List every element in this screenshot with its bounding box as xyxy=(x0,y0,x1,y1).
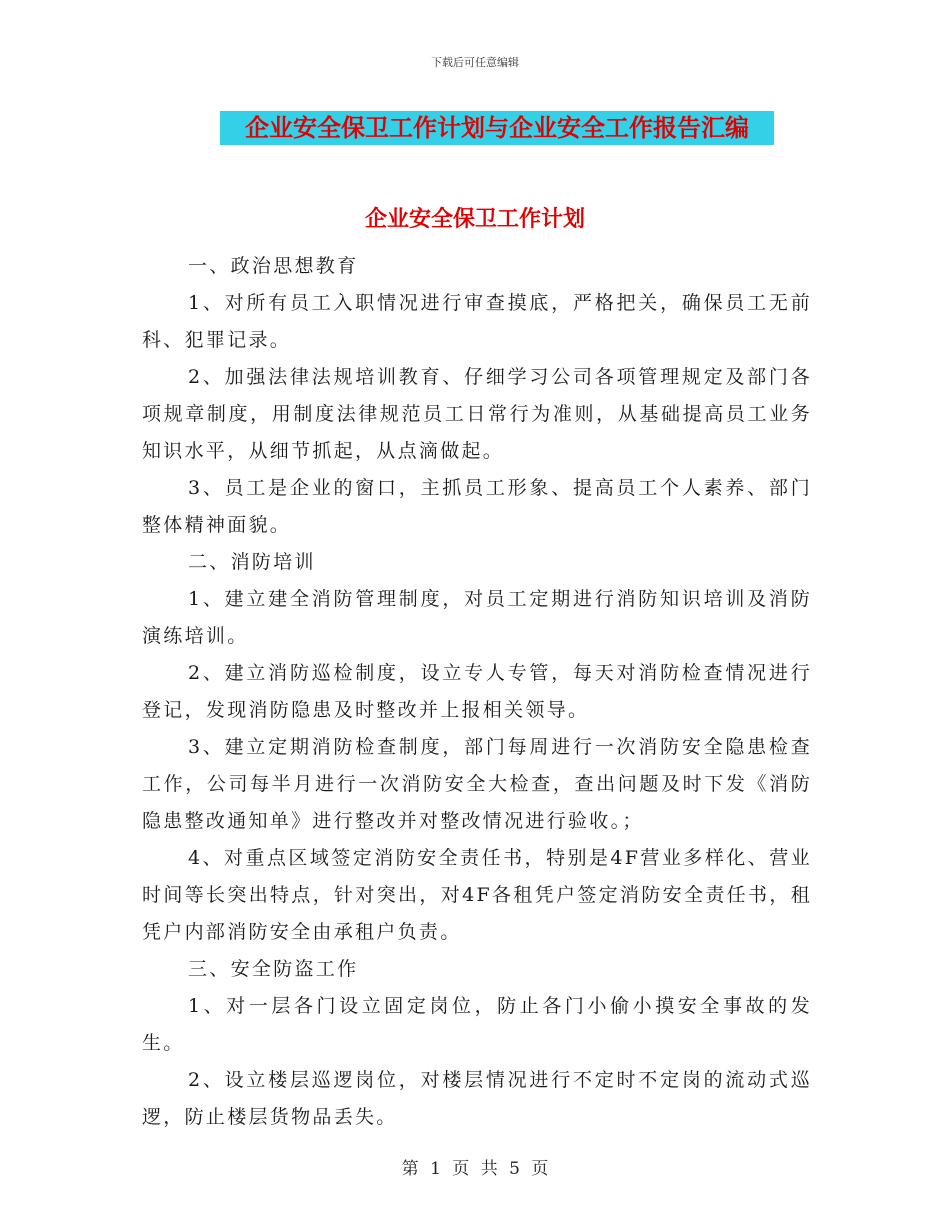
heading-1: 一、政治思想教育 xyxy=(188,255,359,277)
paragraph: 3、员工是企业的窗口，主抓员工形象、提高员工个人素养、部门整体精神面貌。 xyxy=(142,477,812,536)
heading-2: 二、消防培训 xyxy=(188,551,316,573)
paragraph: 3、建立定期消防检查制度，部门每周进行一次消防安全隐患检查工作，公司每半月进行一次消防安全大检查，查出问题及时下发《消防隐患整改通知单》进行整改并对整改情况进行验收。； xyxy=(142,736,812,832)
paragraph: 1、建立建全消防管理制度，对员工定期进行消防知识培训及消防演练培训。 xyxy=(142,588,812,647)
section-title: 企业安全保卫工作计划 xyxy=(364,207,585,232)
page-footer: 第 1 页 共 5 页 xyxy=(401,1159,549,1179)
paragraph: 2、设立楼层巡逻岗位，对楼层情况进行不定时不定岗的流动式巡逻，防止楼层货物品丢失。 xyxy=(142,1069,812,1128)
paragraph: 2、建立消防巡检制度，设立专人专管，每天对消防检查情况进行登记，发现消防隐患及时整改并上报相关领导。 xyxy=(142,662,812,721)
header-note: 下载后可任意编辑 xyxy=(431,56,519,69)
paragraph: 4、对重点区域签定消防安全责任书，特别是4F营业多样化、营业时间等长突出特点，针对突出，对4F各租凭户签定消防安全责任书，租凭户内部消防安全由承租户负责。 xyxy=(142,847,812,943)
document-title: 企业安全保卫工作计划与企业安全工作报告汇编 xyxy=(220,111,774,145)
paragraph: 2、加强法律法规培训教育、仔细学习公司各项管理规定及部门各项规章制度，用制度法律规范员工日常行为准则，从基础提高员工业务知识水平，从细节抓起，从点滴做起。 xyxy=(142,366,812,462)
document-body xyxy=(142,248,812,1136)
paragraph: 1、对一层各门设立固定岗位，防止各门小偷小摸安全事故的发生。 xyxy=(142,995,812,1054)
heading-3: 三、安全防盗工作 xyxy=(188,958,359,980)
paragraph: 1、对所有员工入职情况进行审查摸底，严格把关，确保员工无前科、犯罪记录。 xyxy=(142,292,812,351)
